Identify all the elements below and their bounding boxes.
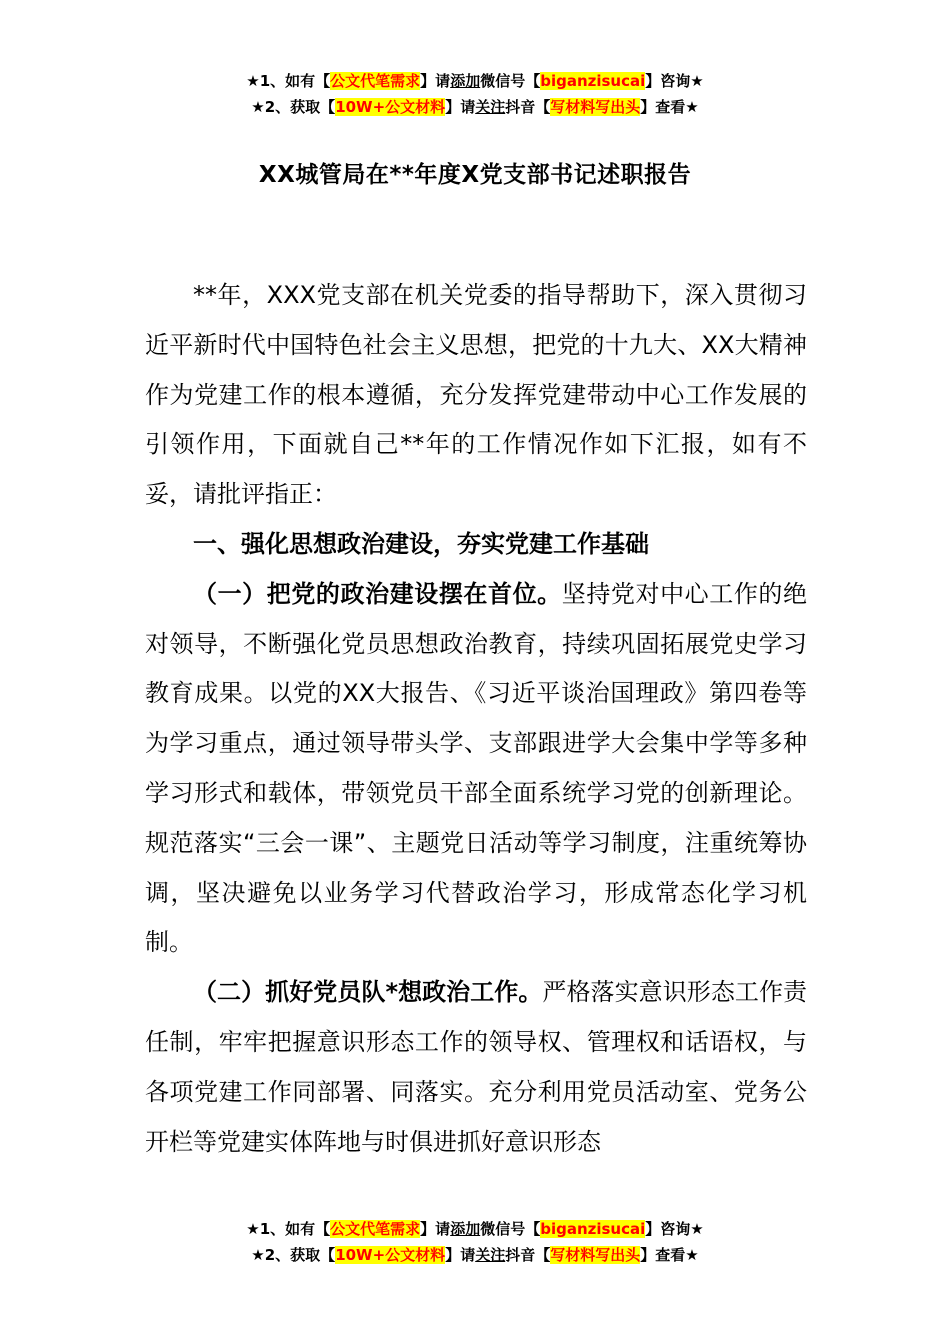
banner-emphasis: 关注 xyxy=(475,1246,506,1264)
item-paragraph-1 xyxy=(145,570,807,968)
highlight-wechat-id: biganzisucai xyxy=(540,72,646,90)
banner-line-1 xyxy=(0,1216,950,1242)
banner-line-2 xyxy=(0,1242,950,1268)
item-heading: （一）把党的政治建设摆在首位。 xyxy=(193,579,562,608)
section-heading: 一、强化思想政治建设，夯实党建工作基础 xyxy=(193,529,649,558)
banner-emphasis: 关注 xyxy=(475,98,506,116)
document-body xyxy=(145,271,807,1167)
banner-emphasis: 添加 xyxy=(450,1220,481,1238)
item-text: 坚持党对中心工作的绝对领导，不断强化党员思想政治教育，持续巩固拓展党史学习教育成果。以党的XX大报告、《习近平谈治国理政》第四卷等为学习重点，通过领导带头学、支部跟进学大会集中学等多种学习形式和载体，带领党员干部全面系统学习党的创新理论。规范落实“三会一课”、主题党日活动等学习制度，注重统筹协调，坚决避免以业务学习代替政治学习，形成常态化学习机制。 xyxy=(145,579,807,957)
banner-text: 】请 xyxy=(445,1246,476,1264)
item-heading: （二）抓好党员队*想政治工作。 xyxy=(193,978,543,1007)
item-paragraph-2 xyxy=(145,968,807,1167)
banner-text: ★1、如有【 xyxy=(246,1220,331,1238)
highlight-wechat-id: biganzisucai xyxy=(540,1220,646,1238)
banner-text: 】咨询★ xyxy=(645,72,704,90)
document-title: XX城管局在**年度X党支部书记述职报告 xyxy=(258,162,692,188)
banner-text: 】请 xyxy=(445,98,476,116)
highlight-douyin-account: 写材料写出头 xyxy=(550,98,641,116)
banner-text: ★2、获取【 xyxy=(251,98,336,116)
banner-text: 】请 xyxy=(420,72,451,90)
banner-text: 】请 xyxy=(420,1220,451,1238)
intro-paragraph: **年，XXX党支部在机关党委的指导帮助下，深入贯彻习近平新时代中国特色社会主义思想，把党的十九大、XX大精神作为党建工作的根本遵循，充分发挥党建带动中心工作发展的引领作用，下面就自己**年的工作情况作如下汇报，如有不妥，请批评指正： xyxy=(145,281,807,509)
banner-line-1 xyxy=(0,68,950,94)
banner-text: 抖音【 xyxy=(505,1246,551,1264)
highlight-service: 公文代笔需求 xyxy=(330,72,421,90)
banner-text: ★2、获取【 xyxy=(251,1246,336,1264)
header-banner xyxy=(0,68,950,120)
highlight-douyin-account: 写材料写出头 xyxy=(550,1246,641,1264)
banner-text: 抖音【 xyxy=(505,98,551,116)
highlight-service: 公文代笔需求 xyxy=(330,1220,421,1238)
highlight-materials: 10W+公文材料 xyxy=(335,1246,446,1264)
banner-text: ★1、如有【 xyxy=(246,72,331,90)
highlight-materials: 10W+公文材料 xyxy=(335,98,446,116)
banner-emphasis: 添加 xyxy=(450,72,481,90)
footer-banner xyxy=(0,1216,950,1268)
banner-text: 】查看★ xyxy=(640,98,699,116)
banner-text: 微信号【 xyxy=(480,72,541,90)
banner-line-2 xyxy=(0,94,950,120)
item-text: 严格落实意识形态工作责任制，牢牢把握意识形态工作的领导权、管理权和话语权，与各项党建工作同部署、同落实。充分利用党员活动室、党务公开栏等党建实体阵地与时俱进抓好意识形态 xyxy=(145,978,807,1156)
banner-text: 微信号【 xyxy=(480,1220,541,1238)
banner-text: 】咨询★ xyxy=(645,1220,704,1238)
banner-text: 】查看★ xyxy=(640,1246,699,1264)
